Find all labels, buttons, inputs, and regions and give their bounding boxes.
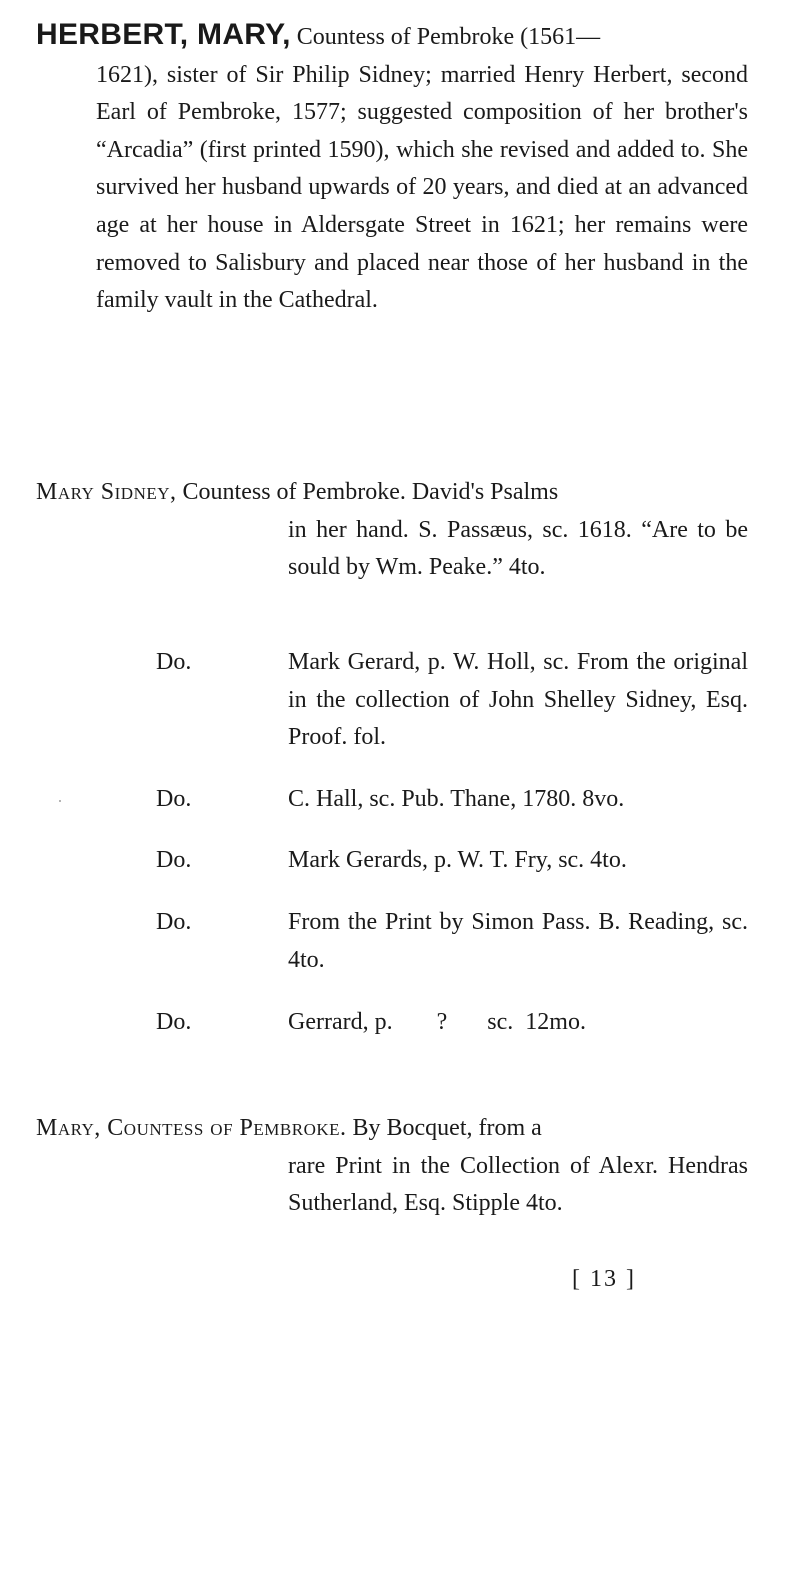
ditto-row — [36, 842, 748, 880]
entry-first-line: By Bocquet, from a — [352, 1115, 542, 1141]
ditto-label: Do. — [156, 649, 192, 675]
ditto-format: 12mo. — [525, 1009, 586, 1035]
entry-title: Mary, Countess of Pembroke. — [36, 1115, 347, 1141]
page-number: [ 13 ] — [572, 1266, 636, 1292]
ditto-row — [36, 1004, 748, 1042]
portrait-entry-countess — [36, 1110, 748, 1223]
ditto-unknown-engraver: ? — [436, 1009, 448, 1035]
ditto-text — [288, 1004, 748, 1042]
biography-first-line: Countess of Pembroke (1561— — [296, 24, 601, 50]
ditto-text: From the Print by Simon Pass. B. Reading, sc. 4to. — [288, 909, 748, 973]
entry-first-line: Countess of Pembroke. David's Psalms — [182, 479, 559, 505]
biography-name: HERBERT, MARY, — [36, 18, 291, 51]
biography-entry — [36, 16, 748, 320]
entry-heading-line — [36, 474, 748, 512]
entry-title: Mary Sidney, — [36, 479, 177, 505]
ditto-text: Mark Gerard, p. W. Holl, sc. From the original in the collection of John Shelley Sidney, Esq. Proof. fol. — [288, 649, 748, 751]
ditto-label: Do. — [156, 1009, 192, 1035]
ditto-painter: Gerrard, p. — [288, 1009, 393, 1035]
ditto-label: Do. — [156, 909, 192, 935]
ditto-row — [36, 781, 748, 819]
biography-text: 1621), sister of Sir Philip Sidney; married Henry Herbert, second Earl of Pembroke, 1577; suggested composition of her brother's “Arcadia” (first printed 1590), which she revised and added to. She survived her husband upwards of 20 years, and died at an advanced age at her house in Aldersgate Street in 1621; her remains were removed to Salisbury and placed near those of her husband in the family vault in the Cathedral. — [96, 61, 748, 314]
ditto-text: C. Hall, sc. Pub. Thane, 1780. 8vo. — [288, 786, 625, 812]
biography-heading-line — [36, 16, 748, 57]
ditto-text: Mark Gerards, p. W. T. Fry, sc. 4to. — [288, 847, 627, 873]
ditto-row — [36, 644, 748, 757]
entry-continuation: in her hand. S. Passæus, sc. 1618. “Are to be sould by Wm. Peake.” 4to. — [288, 516, 748, 581]
ditto-sc: sc. — [487, 1009, 514, 1035]
ditto-label: Do. — [156, 786, 192, 812]
scan-speck — [59, 800, 61, 802]
ditto-label: Do. — [156, 847, 192, 873]
ditto-row — [36, 904, 748, 979]
portrait-entry-mary-sidney — [36, 474, 748, 587]
entry-heading-line — [36, 1110, 748, 1148]
entry-continuation: rare Print in the Collection of Alexr. Hendras Sutherland, Esq. Stipple 4to. — [288, 1152, 748, 1217]
